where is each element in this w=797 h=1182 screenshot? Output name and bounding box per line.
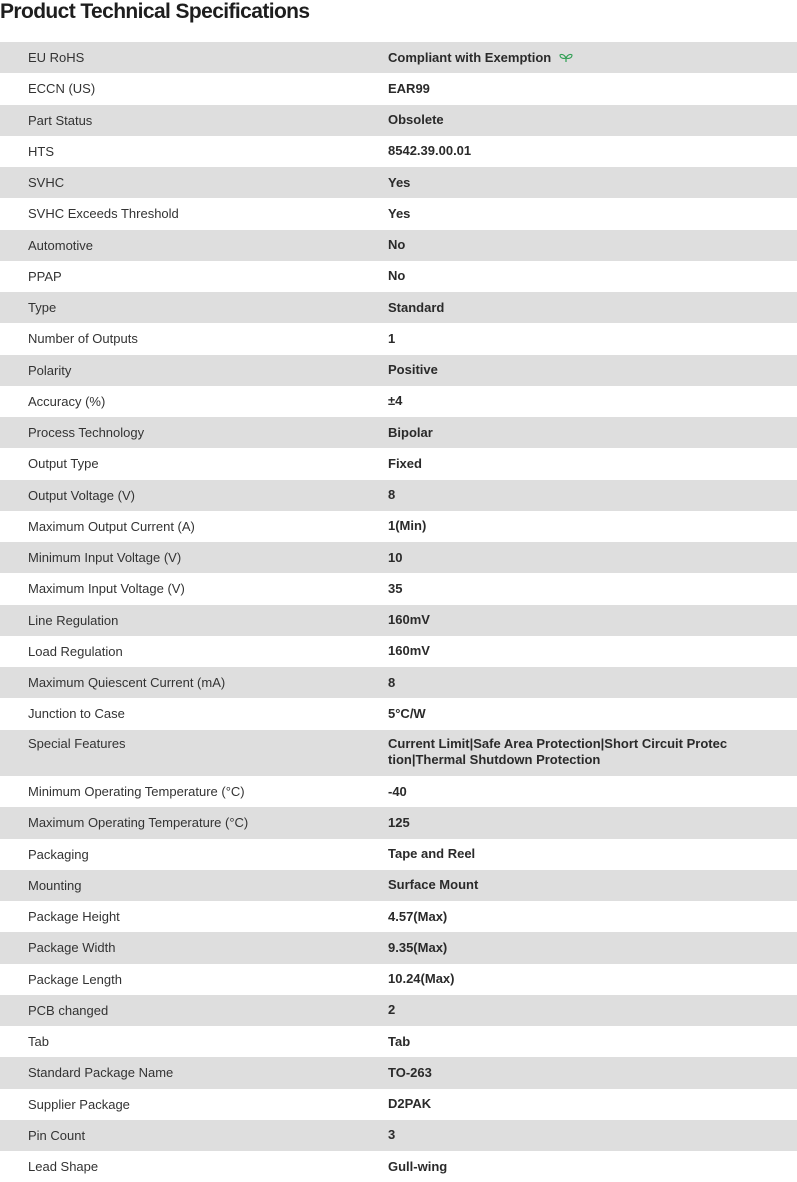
spec-value: Positive: [388, 362, 438, 378]
spec-label: Minimum Input Voltage (V): [28, 550, 182, 566]
spec-value-cell: [388, 1127, 797, 1143]
spec-value: Yes: [388, 174, 411, 190]
spec-row: [0, 42, 797, 73]
spec-value-cell: [388, 550, 797, 566]
spec-row: [0, 573, 797, 604]
spec-value: Bipolar: [388, 424, 433, 440]
spec-row: [0, 995, 797, 1026]
spec-label: Output Voltage (V): [28, 487, 135, 503]
spec-label: Part Status: [28, 112, 93, 128]
spec-row: [0, 839, 797, 870]
spec-value: 9.35(Max): [388, 939, 448, 955]
spec-label: Minimum Operating Temperature (°C): [28, 784, 245, 800]
spec-label: Maximum Input Voltage (V): [28, 581, 185, 597]
spec-value: Current Limit|Safe Area Protection|Short Circuit Protec tion|Thermal Shutdown Protection: [388, 735, 728, 767]
spec-value: ±4: [388, 393, 403, 409]
spec-label: Type: [28, 300, 57, 316]
spec-row: [0, 1057, 797, 1088]
spec-row: [0, 261, 797, 292]
spec-value-cell: [388, 268, 797, 284]
spec-value: -40: [388, 783, 407, 799]
spec-value-cell: [388, 143, 797, 159]
spec-row: [0, 901, 797, 932]
spec-label: HTS: [28, 143, 54, 159]
spec-value: Gull-wing: [388, 1158, 448, 1174]
spec-value: 10: [388, 549, 403, 565]
spec-value-cell: [388, 518, 797, 534]
spec-label: EU RoHS: [28, 50, 85, 66]
spec-value-cell: [388, 175, 797, 191]
spec-row: [0, 448, 797, 479]
spec-row: [0, 1026, 797, 1057]
spec-row: [0, 698, 797, 729]
spec-row: [0, 386, 797, 417]
spec-label: Line Regulation: [28, 612, 119, 628]
spec-label: Package Height: [28, 909, 120, 925]
spec-value-cell: [388, 81, 797, 97]
spec-row: [0, 964, 797, 995]
spec-value-cell: [388, 393, 797, 409]
spec-value-cell: [388, 909, 797, 925]
spec-value-cell: [388, 971, 797, 987]
spec-value-cell: [388, 643, 797, 659]
spec-row: [0, 730, 797, 777]
spec-value-cell: [388, 675, 797, 691]
spec-row: [0, 636, 797, 667]
spec-label: Polarity: [28, 362, 72, 378]
spec-label: Tab: [28, 1034, 49, 1050]
spec-value-cell: [388, 581, 797, 597]
spec-value-cell: [388, 815, 797, 831]
spec-value: 8542.39.00.01: [388, 143, 472, 159]
spec-row: [0, 136, 797, 167]
spec-label: Supplier Package: [28, 1096, 130, 1112]
spec-value: 5°C/W: [388, 705, 426, 721]
spec-value: 160mV: [388, 643, 430, 659]
spec-label: Maximum Output Current (A): [28, 518, 195, 534]
spec-value: TO-263: [388, 1064, 432, 1080]
spec-value-cell: [388, 877, 797, 893]
spec-row: [0, 167, 797, 198]
spec-row: [0, 605, 797, 636]
spec-row: [0, 292, 797, 323]
spec-value-cell: [388, 237, 797, 253]
spec-value-cell: [388, 736, 797, 768]
spec-label: Maximum Operating Temperature (°C): [28, 815, 249, 831]
spec-label: Maximum Quiescent Current (mA): [28, 675, 226, 691]
spec-row: [0, 323, 797, 354]
spec-value-cell: [388, 487, 797, 503]
spec-row: [0, 73, 797, 104]
spec-value-cell: [388, 612, 797, 628]
spec-value-cell: [388, 1159, 797, 1175]
spec-label: Number of Outputs: [28, 331, 138, 347]
spec-value: EAR99: [388, 80, 430, 96]
spec-value-cell: [388, 1065, 797, 1081]
spec-row: [0, 105, 797, 136]
spec-value-cell: [388, 206, 797, 222]
leaf-icon: [559, 53, 573, 63]
spec-value: 8: [388, 674, 396, 690]
spec-value-cell: [388, 300, 797, 316]
spec-row: [0, 511, 797, 542]
specifications-table: [0, 42, 797, 1182]
spec-label: SVHC: [28, 175, 65, 191]
spec-value: Compliant with Exemption: [388, 49, 552, 65]
spec-value-cell: [388, 425, 797, 441]
spec-value-cell: [388, 50, 797, 66]
spec-value-cell: [388, 706, 797, 722]
spec-label: Packaging: [28, 846, 89, 862]
spec-row: [0, 230, 797, 261]
spec-label: Pin Count: [28, 1127, 86, 1143]
spec-row: [0, 198, 797, 229]
spec-row: [0, 417, 797, 448]
spec-value: 10.24(Max): [388, 971, 455, 987]
spec-value: Surface Mount: [388, 877, 479, 893]
spec-value: Tab: [388, 1033, 411, 1049]
spec-value: 35: [388, 580, 403, 596]
spec-value: 1(Min): [388, 518, 427, 534]
spec-row: [0, 542, 797, 573]
spec-label: Mounting: [28, 877, 82, 893]
spec-row: [0, 1120, 797, 1151]
spec-value-cell: [388, 1096, 797, 1112]
spec-label: Package Length: [28, 971, 122, 987]
spec-row: [0, 480, 797, 511]
spec-value-cell: [388, 1002, 797, 1018]
spec-value: Tape and Reel: [388, 846, 476, 862]
spec-value: No: [388, 237, 406, 253]
spec-label: Package Width: [28, 940, 116, 956]
spec-label: Load Regulation: [28, 643, 123, 659]
spec-value-cell: [388, 1034, 797, 1050]
spec-row: [0, 355, 797, 386]
spec-label: Junction to Case: [28, 706, 125, 722]
spec-row: [0, 807, 797, 838]
spec-label: PCB changed: [28, 1002, 109, 1018]
spec-value-cell: [388, 940, 797, 956]
spec-value-cell: [388, 112, 797, 128]
page-title: Product Technical Specifications: [0, 0, 310, 23]
spec-row: [0, 1151, 797, 1182]
spec-value: Fixed: [388, 455, 422, 471]
spec-label: Process Technology: [28, 425, 145, 441]
spec-value: 4.57(Max): [388, 908, 448, 924]
spec-value: D2PAK: [388, 1096, 432, 1112]
spec-label: PPAP: [28, 268, 62, 284]
spec-value-cell: [388, 362, 797, 378]
spec-value: 2: [388, 1002, 396, 1018]
spec-row: [0, 667, 797, 698]
spec-value: 125: [388, 814, 410, 830]
spec-value: 1: [388, 330, 396, 346]
spec-label: Accuracy (%): [28, 393, 106, 409]
spec-value-cell: [388, 456, 797, 472]
spec-value: 160mV: [388, 612, 430, 628]
spec-label: Lead Shape: [28, 1159, 99, 1175]
spec-value: 3: [388, 1127, 396, 1143]
spec-value: Yes: [388, 205, 411, 221]
spec-label: Special Features: [28, 735, 126, 751]
spec-value-cell: [388, 331, 797, 347]
spec-label: Automotive: [28, 237, 94, 253]
spec-label: Standard Package Name: [28, 1065, 174, 1081]
spec-row: [0, 932, 797, 963]
spec-row: [0, 1089, 797, 1120]
spec-row: [0, 776, 797, 807]
spec-value: Obsolete: [388, 112, 444, 128]
spec-row: [0, 870, 797, 901]
spec-value-cell: [388, 784, 797, 800]
spec-value-cell: [388, 846, 797, 862]
spec-value: Standard: [388, 299, 445, 315]
spec-label: ECCN (US): [28, 81, 96, 97]
spec-label: Output Type: [28, 456, 99, 472]
spec-value: 8: [388, 487, 396, 503]
spec-value: No: [388, 268, 406, 284]
spec-label: SVHC Exceeds Threshold: [28, 206, 179, 222]
